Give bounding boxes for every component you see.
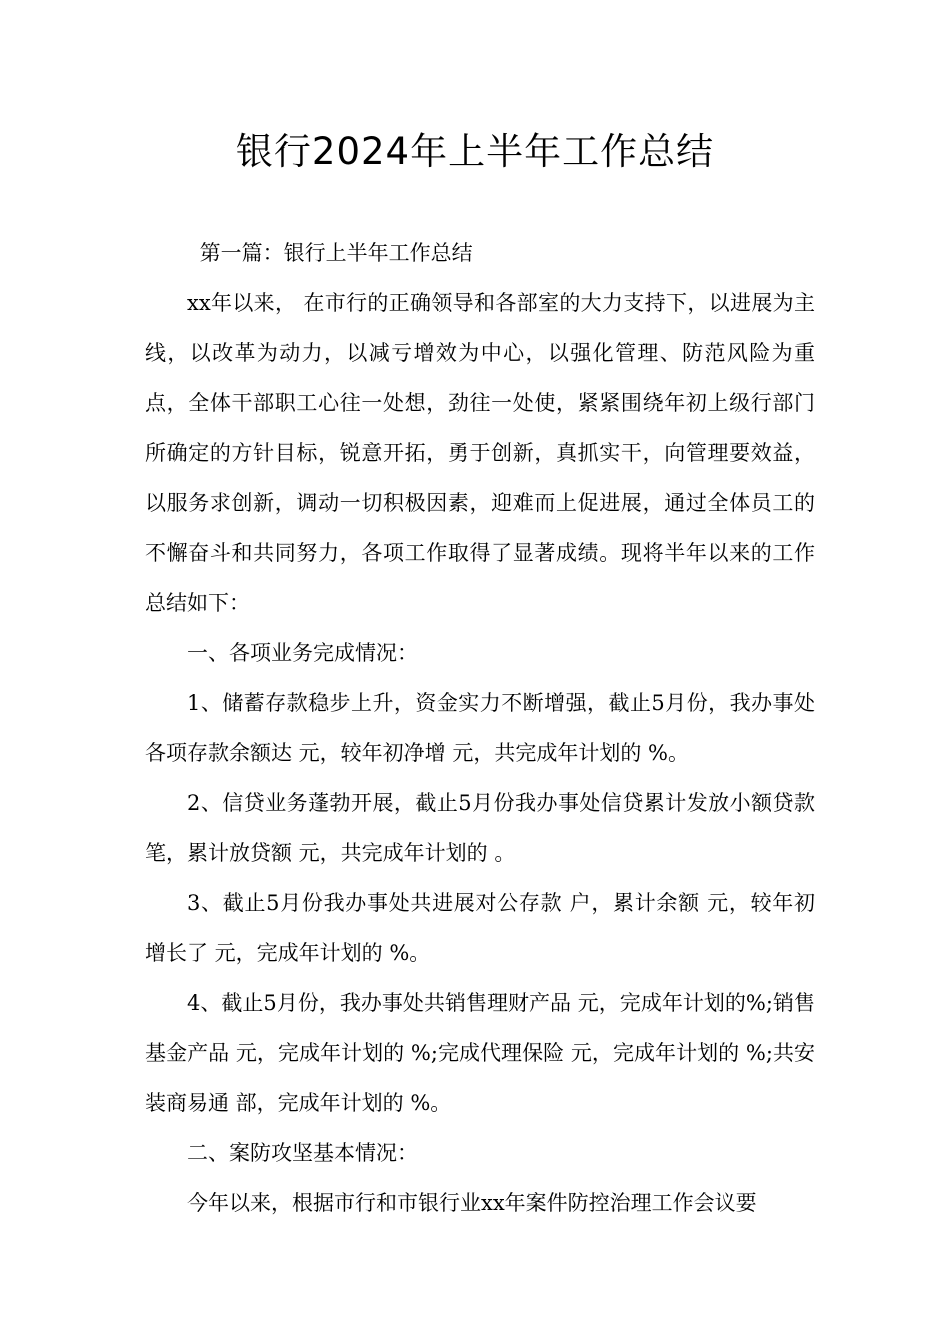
body-paragraph: 今年以来，根据市行和市银行业xx年案件防控治理工作会议要	[187, 1191, 757, 1215]
document-title: 银行2024年上半年工作总结	[235, 130, 715, 173]
list-item-paragraph: 2、信贷业务蓬勃开展，截止5月份我办事处信贷累计发放小额贷款笔，累计放贷额 元，共完成年计划的 。	[145, 791, 815, 865]
document-body	[145, 228, 815, 1228]
section-heading: 一、各项业务完成情况：	[187, 641, 418, 665]
section-heading: 二、案防攻坚基本情况：	[187, 1141, 418, 1165]
section-heading: 第一篇：银行上半年工作总结	[199, 241, 473, 265]
list-item-paragraph: 1、储蓄存款稳步上升，资金实力不断增强，截止5月份，我办事处各项存款余额达 元，较年初净增 元，共完成年计划的 %。	[145, 691, 815, 765]
list-item-paragraph: 4、截止5月份，我办事处共销售理财产品 元，完成年计划的%;销售基金产品 元，完成年计划的 %;完成代理保险 元，完成年计划的 %;共安装商易通 部，完成年计划的 %。	[145, 991, 815, 1115]
intro-paragraph: xx年以来， 在市行的正确领导和各部室的大力支持下，以进展为主线，以改革为动力，以减亏增效为中心，以强化管理、防范风险为重点，全体干部职工心往一处想，劲往一处使，紧紧围绕年初上级行部门所确定的方针目标，锐意开拓，勇于创新，真抓实干，向管理要效益，以服务求创新，调动一切积极因素，迎难而上促进展，通过全体员工的不懈奋斗和共同努力，各项工作取得了显著成绩。现将半年以来的工作总结如下：	[145, 291, 815, 615]
list-item-paragraph: 3、截止5月份我办事处共进展对公存款 户，累计余额 元，较年初增长了 元，完成年计划的 %。	[145, 891, 815, 965]
